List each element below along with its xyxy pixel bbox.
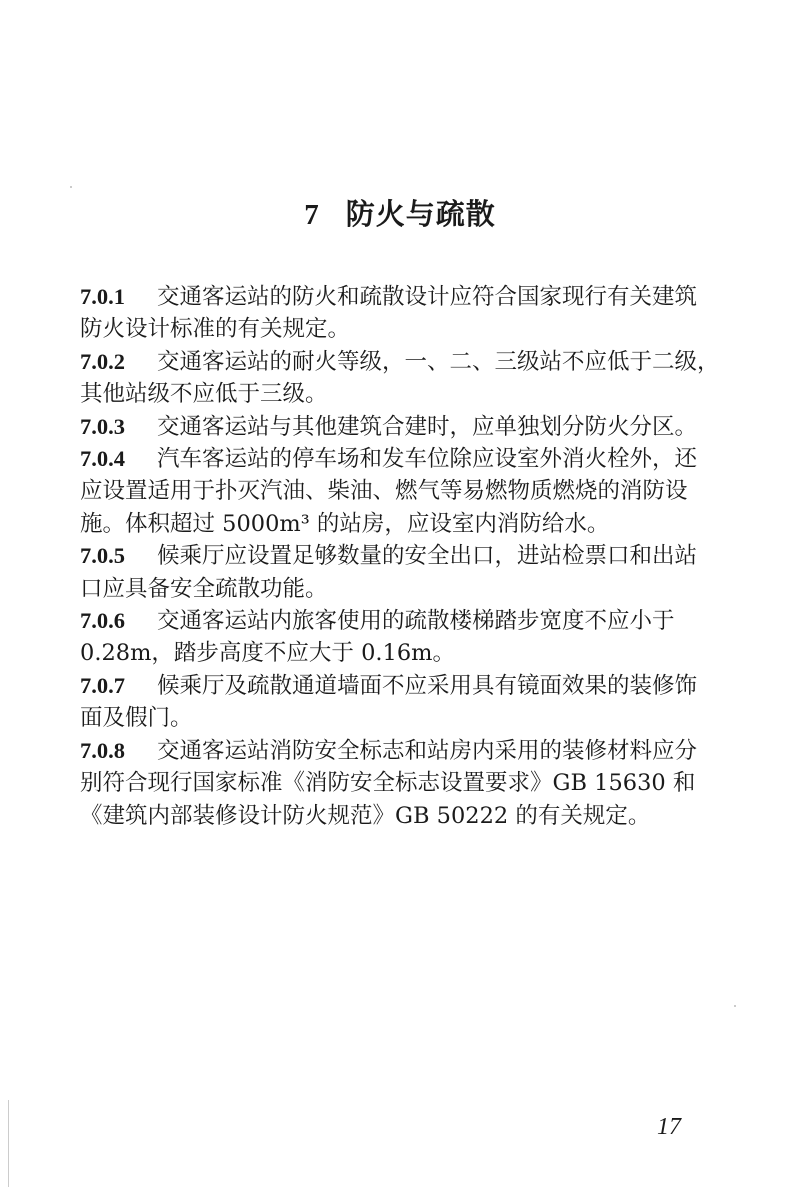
clause-text: 交通客运站的防火和疏散设计应符合国家现行有关建筑 [157, 284, 698, 310]
chapter-title [0, 192, 800, 233]
clause-line [80, 670, 716, 702]
clause-text: 交通客运站消防安全标志和站房内采用的装修材料应分 [157, 737, 698, 764]
clause-line [80, 378, 716, 410]
clause [80, 411, 716, 443]
chapter-heading: 防火与疏散 [345, 197, 496, 231]
clause-text: 候乘厅及疏散通道墙面不应采用具有镜面效果的装修饰 [157, 672, 698, 699]
clause-number: 7.0.1 [80, 284, 125, 309]
clause-line [80, 508, 716, 540]
clause-list [80, 281, 720, 832]
clause-number: 7.0.2 [80, 348, 125, 374]
clause-line [80, 800, 716, 832]
clause-text: 0.28m，踏步高度不应大于 0.16m。 [80, 640, 456, 667]
clause-text: 其他站级不应低于三级。 [80, 381, 328, 408]
clause-line [80, 313, 716, 345]
clause-text: 应设置适用于扑灭汽油、柴油、燃气等易燃物质燃烧的消防设 [80, 478, 688, 505]
clause [80, 605, 716, 670]
clause [80, 281, 716, 346]
clause [80, 735, 716, 832]
page-number: 17 [657, 1114, 681, 1140]
clause [80, 443, 716, 540]
clause-text: 防火设计标准的有关规定。 [80, 316, 351, 343]
scan-speck [734, 1005, 736, 1007]
clause-text: 《建筑内部装修设计防火规范》GB 50222 的有关规定。 [80, 802, 651, 829]
clause-number: 7.0.5 [80, 543, 125, 569]
clause-text: 候乘厅应设置足够数量的安全出口，进站检票口和出站 [157, 543, 698, 570]
clause-text: 汽车客运站的停车场和发车位除应设室外消火栓外，还 [157, 446, 698, 473]
clause-line [80, 702, 716, 734]
clause-number: 7.0.7 [80, 672, 125, 698]
clause-text: 交通客运站与其他建筑合建时，应单独划分防火分区。 [157, 413, 698, 440]
clause-text: 交通客运站的耐火等级，一、二、三级站不应低于二级， [157, 348, 720, 375]
clause-number: 7.0.6 [80, 608, 125, 634]
page-edge-line [8, 1100, 9, 1187]
clause-line [80, 411, 716, 443]
clause-line [80, 767, 716, 799]
scan-speck [70, 186, 72, 188]
clause-number: 7.0.8 [80, 737, 125, 763]
clause [80, 346, 720, 411]
clause-text: 面及假门。 [80, 705, 193, 732]
clause-line [80, 475, 716, 507]
clause-text: 口应具备安全疏散功能。 [80, 575, 328, 602]
clause-text: 施。体积超过 5000m³ 的站房，应设室内消防给水。 [80, 510, 610, 537]
clause-number: 7.0.4 [80, 446, 125, 472]
clause-text: 别符合现行国家标准《消防安全标志设置要求》GB 15630 和 [80, 770, 696, 797]
clause-line [80, 605, 716, 637]
chapter-number: 7 [304, 199, 320, 231]
clause [80, 670, 716, 735]
clause-text: 交通客运站内旅客使用的疏散楼梯踏步宽度不应小于 [157, 608, 675, 635]
clause [80, 540, 716, 605]
clause-line [80, 346, 720, 378]
clause-line [80, 735, 716, 767]
clause-line [80, 540, 716, 572]
clause-line [80, 637, 716, 669]
clause-number: 7.0.3 [80, 413, 125, 439]
clause-line [80, 281, 716, 313]
clause-line [80, 573, 716, 605]
clause-line [80, 443, 716, 475]
